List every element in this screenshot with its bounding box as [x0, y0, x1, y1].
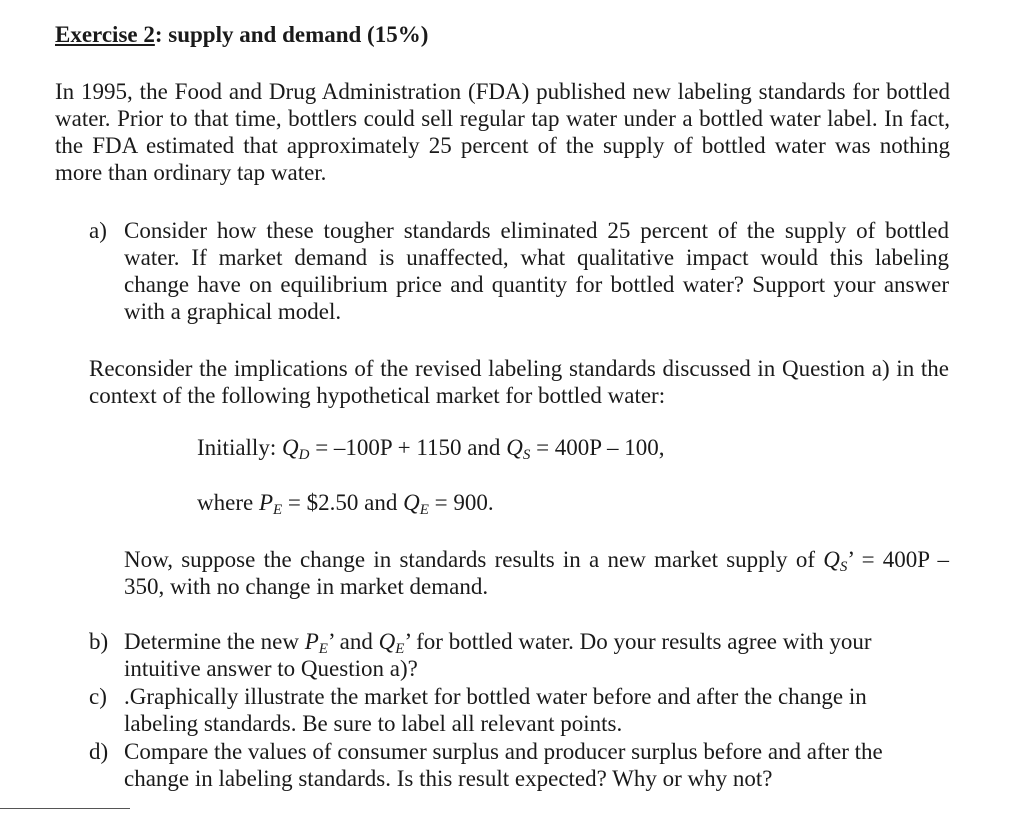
question-b-text-2: ’ and [327, 629, 379, 654]
and-word: and [461, 435, 507, 460]
exercise-heading [55, 22, 428, 48]
new-supply-text-before: Now, suppose the change in standards results in a new market supply of [124, 547, 824, 572]
question-a-label: a) [89, 218, 107, 243]
initial-equations [197, 435, 664, 461]
qe-var: Q [403, 490, 420, 515]
initially-label: Initially: [197, 435, 282, 460]
pe-sub: E [273, 502, 283, 518]
qs-expression: = 400P – 100, [530, 435, 665, 460]
exercise-label: Exercise 2 [55, 22, 155, 47]
qd-sub: D [298, 447, 310, 463]
question-b-text-1: Determine the new [124, 629, 305, 654]
question-b-qe: Q [378, 629, 396, 654]
new-supply-var: Q [823, 547, 840, 572]
new-supply-sub: S [839, 559, 848, 575]
new-supply-paragraph [124, 546, 949, 600]
question-b [89, 628, 889, 684]
equilibrium-values [197, 490, 494, 516]
where-label: where [197, 490, 259, 515]
qs-sub: S [522, 447, 531, 463]
qe-sub: E [419, 502, 429, 518]
question-b-pe-sub: E [318, 641, 328, 657]
intro-paragraph: In 1995, the Food and Drug Administration (FDA) published new labeling standards for bottled water. Prior to that time, bottlers could sell regular tap water under a bottled water label. In fact, the FDA estimated that approximately 25 percent of the supply of bottled water was nothing more than ordinary tap water. [55, 79, 950, 185]
qe-value: = 900. [428, 490, 494, 515]
question-c [89, 683, 889, 739]
question-d-text: Compare the values of consumer surplus and producer surplus before and after the change in labeling standards. Is this result expected? Why or why not? [124, 739, 883, 791]
question-b-pe: P [304, 629, 319, 654]
pe-value: = $2.50 [282, 490, 359, 515]
bottom-divider [0, 808, 130, 809]
question-a [89, 217, 949, 327]
qs-var: Q [506, 435, 523, 460]
question-b-text-3: ’ for bottled water. Do your results agree with your intuitive answer to Question a)? [124, 629, 872, 681]
question-d [89, 738, 889, 794]
reconsider-paragraph: Reconsider the implications of the revised labeling standards discussed in Question a) in the context of the following hypothetical market for bottled water: [89, 356, 949, 408]
question-c-label: c) [89, 684, 107, 709]
pe-var: P [258, 490, 273, 515]
question-b-text [124, 628, 889, 682]
qd-expression: = –100P + 1150 [309, 435, 462, 460]
new-supply-text-after: ’ = 400P – 350, with no change in market demand. [124, 547, 949, 599]
question-b-qe-sub: E [395, 641, 405, 657]
question-a-text: Consider how these tougher standards eliminated 25 percent of the supply of bottled water. If market demand is unaffected, what qualitative impact would this labeling change have on equilibrium price and quantity for bottled water? Support your answer with a graphical model. [124, 218, 949, 324]
question-b-label: b) [89, 629, 109, 654]
exercise-title: : supply and demand (15%) [154, 22, 429, 47]
qd-var: Q [281, 435, 299, 460]
and-word-2: and [358, 490, 404, 515]
question-c-text: .Graphically illustrate the market for bottled water before and after the change in labeling standards. Be sure to label all relevant points. [124, 684, 867, 736]
question-d-label: d) [89, 739, 109, 764]
